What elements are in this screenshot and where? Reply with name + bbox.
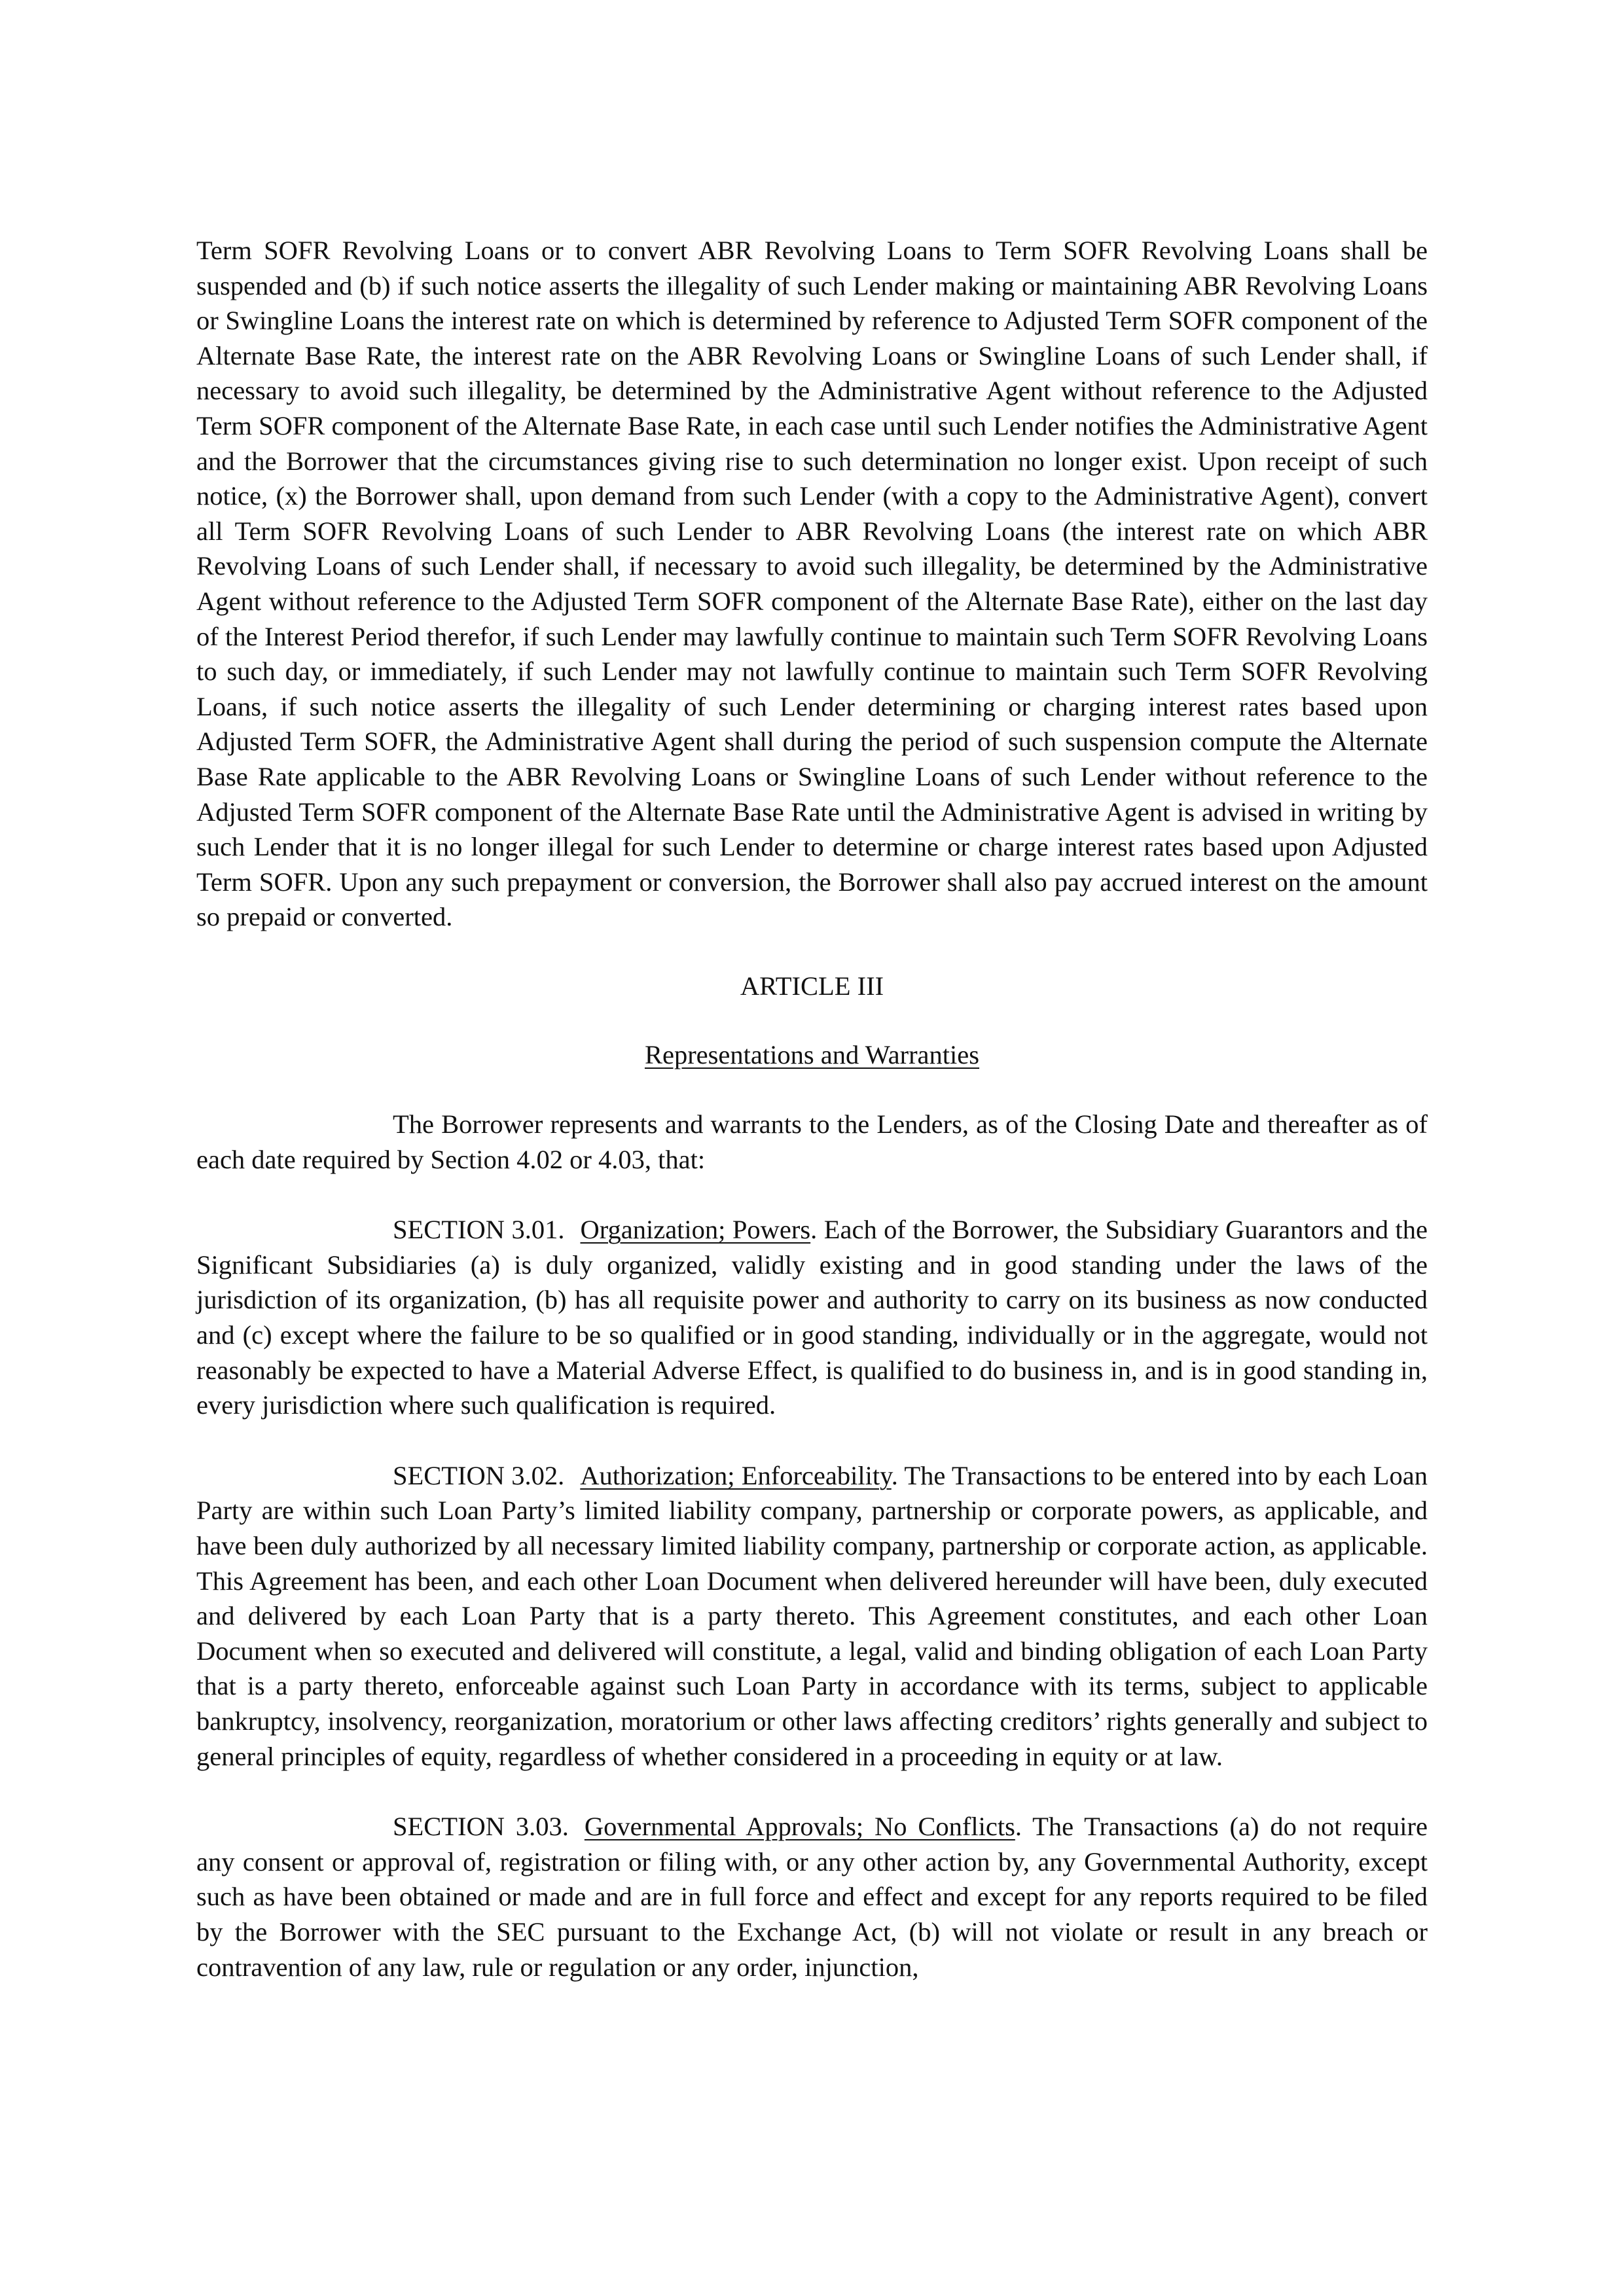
section-text: . The Transactions (a) do not require any consent or approval of, registration or filing with, or any other action by, any Governmental Authority, except such as have been obtained or made and are in full force and effect and except for any reports required to be filed by the Borrower with the SEC pursuant to the Exchange Act, (b) will not violate or result in any breach or contravention of any law, rule or regulation or any order, injunction, <box>196 1812 1428 1982</box>
article-number: ARTICLE III <box>740 971 884 1001</box>
article-title: Representations and Warranties <box>644 1040 980 1070</box>
section-3-01 <box>196 1212 1428 1423</box>
section-number: SECTION 3.01. <box>393 1215 565 1245</box>
section-3-03 <box>196 1809 1428 1984</box>
document-page <box>196 233 1428 1984</box>
section-3-02 <box>196 1458 1428 1774</box>
section-number: SECTION 3.03. <box>393 1812 569 1842</box>
section-title: Governmental Approvals; No Conflicts <box>584 1812 1015 1842</box>
section-number: SECTION 3.02. <box>393 1460 565 1490</box>
section-title: Authorization; Enforceability <box>580 1460 892 1490</box>
section-text: . Each of the Borrower, the Subsidiary Guarantors and the Significant Subsidiaries (a) is duly organized, validly existing and in good standing under the laws of the jurisdiction of its organization, (b) has all requisite power and authority to carry on its business as now conducted and (c) except where the failure to be so qualified or in good standing, individually or in the aggregate, would not reasonably be expected to have a Material Adverse Effect, is qualified to do business in, and is in good standing in, every jurisdiction where such qualification is required. <box>196 1215 1428 1420</box>
continuation-paragraph: Term SOFR Revolving Loans or to convert ABR Revolving Loans to Term SOFR Revolving Loans shall be suspended and (b) if such notice asserts the illegality of such Lender making or maintaining ABR Revolving Loans or Swingline Loans the interest rate on which is determined by reference to Adjusted Term SOFR component of the Alternate Base Rate, the interest rate on the ABR Revolving Loans or Swingline Loans of such Lender shall, if necessary to avoid such illegality, be determined by the Administrative Agent without reference to the Adjusted Term SOFR component of the Alternate Base Rate, in each case until such Lender notifies the Administrative Agent and the Borrower that the circumstances giving rise to such determination no longer exist. Upon receipt of such notice, (x) the Borrower shall, upon demand from such Lender (with a copy to the Administrative Agent), convert all Term SOFR Revolving Loans of such Lender to ABR Revolving Loans (the interest rate on which ABR Revolving Loans of such Lender shall, if necessary to avoid such illegality, be determined by the Administrative Agent without reference to the Adjusted Term SOFR component of the Alternate Base Rate), either on the last day of the Interest Period therefor, if such Lender may lawfully continue to maintain such Term SOFR Revolving Loans to such day, or immediately, if such Lender may not lawfully continue to maintain such Term SOFR Revolving Loans, if such notice asserts the illegality of such Lender determining or charging interest rates based upon Adjusted Term SOFR, the Administrative Agent shall during the period of such suspension compute the Alternate Base Rate applicable to the ABR Revolving Loans or Swingline Loans of such Lender without reference to the Adjusted Term SOFR component of the Alternate Base Rate until the Administrative Agent is advised in writing by such Lender that it is no longer illegal for such Lender to determine or charge interest rates based upon Adjusted Term SOFR. Upon any such prepayment or conversion, the Borrower shall also pay accrued interest on the amount so prepaid or converted. <box>196 236 1428 932</box>
article-title-line <box>196 1037 1428 1073</box>
intro-paragraph: The Borrower represents and warrants to the Lenders, as of the Closing Date and thereafter as of each date required by Section 4.02 or 4.03, that: <box>196 1109 1428 1174</box>
section-text: . The Transactions to be entered into by each Loan Party are within such Loan Party’s limited liability company, partnership or corporate powers, as applicable, and have been duly authorized by all necessary limited liability company, partnership or corporate action, as applicable. This Agreement has been, and each other Loan Document when delivered hereunder will have been, duly executed and delivered by each Loan Party that is a party thereto. This Agreement constitutes, and each other Loan Document when so executed and delivered will constitute, a legal, valid and binding obligation of each Loan Party that is a party thereto, enforceable against such Loan Party in accordance with its terms, subject to applicable bankruptcy, insolvency, reorganization, moratorium or other laws affecting creditors’ rights generally and subject to general principles of equity, regardless of whether considered in a proceeding in equity or at law. <box>196 1460 1428 1771</box>
section-title: Organization; Powers <box>580 1215 811 1245</box>
